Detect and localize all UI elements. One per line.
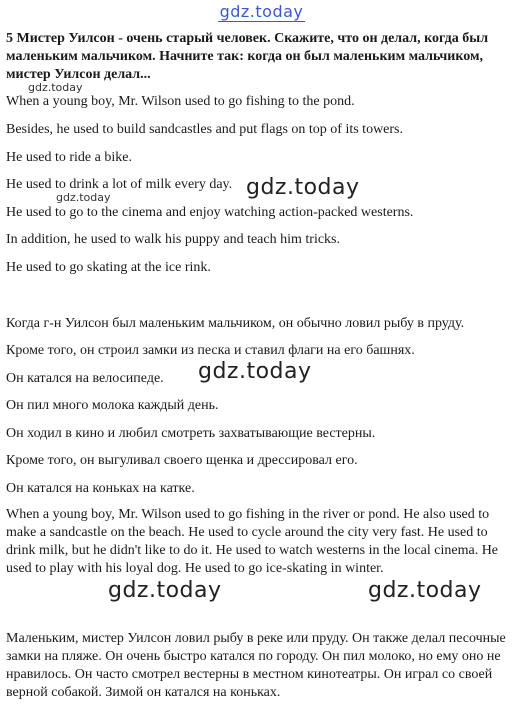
russian-line-1: Когда г-н Уилсон был маленьким мальчиком, он обычно ловил рыбу в пруду. xyxy=(6,316,465,331)
russian-line-2: Кроме того, он строил замки из песка и ставил флаги на его башнях. xyxy=(6,343,415,358)
english-line-3: He used to ride a bike. xyxy=(6,150,132,165)
russian-line-5: Он ходил в кино и любил смотреть захватывающие вестерны. xyxy=(6,426,376,441)
english-line-7: He used to go skating at the ice rink. xyxy=(6,260,211,275)
english-line-2: Besides, he used to build sandcastles and put flags on top of its towers. xyxy=(6,122,403,137)
english-line-1: When a young boy, Mr. Wilson used to go fishing to the pond. xyxy=(6,94,355,109)
russian-line-6: Кроме того, он выгуливал своего щенка и дрессировал его. xyxy=(6,453,358,468)
russian-line-4: Он пил много молока каждый день. xyxy=(6,398,219,413)
english-paragraph: When a young boy, Mr. Wilson used to go fishing in the river or pond. He also used to make a sandcastle on the beach. He used to cycle around the city very fast. He used to drink milk, but he didn't like to do it. He used to watch westerns in the local cinema. He used to play with his loyal dog. He used to go ice-skating in winter. xyxy=(6,507,499,576)
russian-paragraph: Маленьким, мистер Уилсон ловил рыбу в реке или пруду. Он также делал песочные замки на пляже. Он очень быстро катался по городу. Он пил молоко, но ему оно не нравилось. Он часто смотрел вестерны в местном кинотеатры. Он играл со своей верной собакой. Зимой он катался на коньках. xyxy=(6,631,506,700)
watermark-large: gdz.today xyxy=(198,359,312,384)
watermark-small: gdz.today xyxy=(56,191,111,204)
watermark-large: gdz.today xyxy=(108,578,222,603)
top-watermark: gdz.today xyxy=(219,2,304,21)
watermark-large: gdz.today xyxy=(246,175,360,200)
english-line-6: In addition, he used to walk his puppy and teach him tricks. xyxy=(6,232,340,247)
english-line-4: He used to drink a lot of milk every day. xyxy=(6,177,233,192)
english-line-5: He used to go to the cinema and enjoy watching action-packed westerns. xyxy=(6,205,414,220)
task-heading: 5 Мистер Уилсон - очень старый человек. Скажите, что он делал, когда был маленьким мальчиком. Начните так: когда он был маленьким мальчиком, мистер Уилсон делал... xyxy=(6,31,489,82)
russian-line-7: Он катался на коньках на катке. xyxy=(6,481,195,496)
watermark-large: gdz.today xyxy=(368,578,482,603)
russian-line-3: Он катался на велосипеде. xyxy=(6,371,164,386)
watermark-small: gdz.today xyxy=(28,81,83,94)
